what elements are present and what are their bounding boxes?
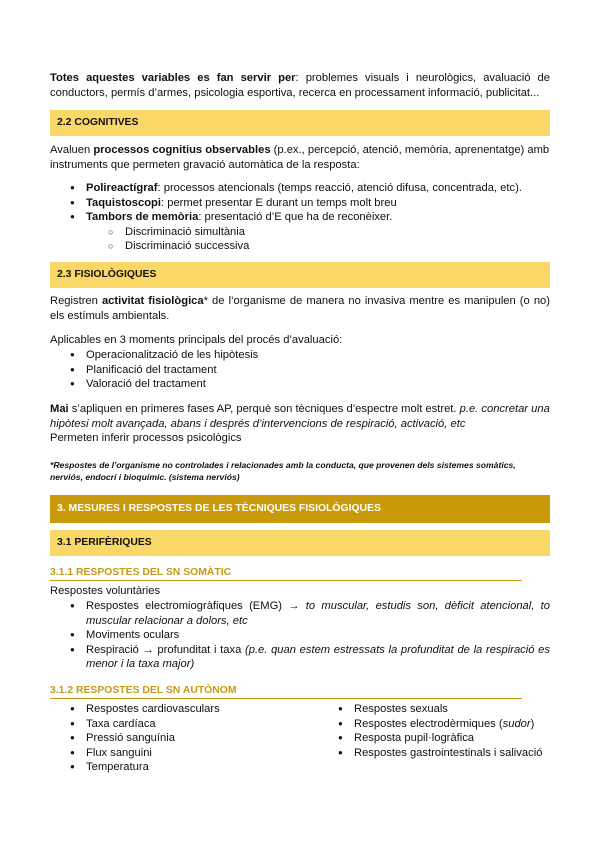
bold-text: processos cognitius observables	[93, 144, 271, 156]
list-item: ● Respostes cardiovasculars	[70, 702, 320, 717]
cognitives-list	[70, 181, 550, 254]
section-header-cognitives	[50, 110, 550, 136]
list-item: ● Taxa cardíaca	[70, 717, 320, 732]
item-text: : permet presentar E durant un temps molt breu	[161, 196, 397, 209]
inferir-paragraph: Permeten inferir processos psicològics	[50, 432, 242, 444]
aplicables-paragraph: Aplicables en 3 moments principals del procés d’avaluació:	[50, 334, 343, 346]
text: (p.ex., percepció, atenció, memòria, aprenentatge) amb instruments que permeten gravació automàtica de la resposta:	[50, 144, 550, 171]
cognitives-paragraph	[50, 143, 550, 172]
intro-text: : problemes visuals i neurològics, avaluació de conductors, permís d’armes, psicologia esportiva, recerca en processament informació, publicitat...	[50, 72, 550, 99]
autonom-list-col2	[338, 702, 550, 760]
moments-list	[70, 348, 550, 392]
list-item	[70, 210, 550, 225]
text: * de l’organisme de manera no invasiva mentre es manipulen (o no) els estímuls ambientals.	[50, 295, 550, 322]
list-item: ● Operacionalització de les hipòtesis	[70, 348, 550, 363]
subsection-sn-somatic: 3.1.1 RESPOSTES DEL SN SOMÀTIC	[50, 567, 522, 581]
list-item: ● Flux sanguini	[70, 746, 320, 761]
fisiologiques-paragraph	[50, 294, 550, 323]
text: Registren	[50, 295, 102, 307]
list-item: ● Moviments oculars	[70, 628, 550, 643]
item-text: Respostes electromiogràfiques (EMG) →	[86, 600, 306, 612]
text: s’apliquen en primeres fases AP, perquè son tècniques d’espectre molt estret.	[68, 403, 460, 415]
list-item	[338, 717, 550, 732]
sub-list-item: ○ Discriminació simultània	[70, 225, 550, 240]
subsection-sn-autonom: 3.1.2 RESPOSTES DEL SN AUTÒNOM	[50, 685, 522, 699]
item-italic: (p.e. quan estem estressats la profunditat de la respiració es menor i la taxa major)	[86, 643, 550, 671]
list-item	[70, 643, 550, 672]
list-item: ● Planificació del tractament	[70, 363, 550, 378]
voluntaries-label: Respostes voluntàries	[50, 585, 161, 597]
bold-text: Mai	[50, 403, 69, 415]
section-title: 2.2 COGNITIVES	[57, 117, 139, 128]
list-item: ● Resposta pupil·logràfica	[338, 731, 550, 746]
section-title: 3.1 PERIFÈRIQUES	[57, 537, 152, 548]
list-item	[70, 196, 550, 211]
item-text: Respiració → profunditat i taxa	[86, 643, 245, 656]
intro-bold: Totes aquestes variables es fan servir per	[50, 72, 296, 84]
section-header-periferiques	[50, 530, 550, 556]
section-title: 2.3 FISIOLÒGIQUES	[57, 269, 157, 280]
intro-paragraph	[50, 71, 550, 100]
list-item: ● Valoració del tractament	[70, 377, 550, 392]
list-item	[70, 181, 550, 196]
italic-text: p.e. concretar una hipòtesi molt avançada, abans i després d’intervencions de respiració, activació, etc	[50, 403, 550, 430]
list-item: ● Temperatura	[70, 760, 320, 775]
section-header-mesures	[50, 495, 550, 523]
bold-text: activitat fisiològica	[101, 295, 204, 307]
footnote: *Respostes de l’organisme no controlades i relacionades amb la conducta, que provenen dels sistemes somàtics, nerviós, endocrí i bioquímic. (sistema nerviós)	[50, 460, 516, 482]
list-item	[70, 599, 550, 628]
list-item: ● Pressió sanguínia	[70, 731, 320, 746]
item-bold: Tambors de memòria	[86, 211, 199, 224]
item-bold: Polireactígraf	[86, 182, 158, 194]
autonom-list-col1	[70, 702, 320, 775]
section-title: 3. MESURES I RESPOSTES DE LES TÈCNIQUES FISIOLÒGIQUES	[57, 503, 381, 514]
item-text: Respostes electrodèrmiques (	[354, 717, 503, 730]
somatic-list	[70, 599, 550, 672]
mai-paragraph	[50, 402, 550, 431]
item-italic: to muscular, estudis son, dèficit atencional, to muscular relacionar a dolors, etc	[86, 600, 550, 627]
item-text: : processos atencionals (temps reacció, atenció difusa, concentrada, etc).	[157, 182, 522, 194]
list-item: ● Respostes gastrointestinals i salivació	[338, 746, 550, 761]
sub-list-item: ○ Discriminació successiva	[70, 239, 550, 254]
item-text: )	[530, 717, 535, 730]
list-item: ● Respostes sexuals	[338, 702, 550, 717]
section-header-fisiologiques	[50, 262, 550, 288]
item-text: : presentació d’E que ha de reconèixer.	[198, 211, 393, 224]
text: Avaluen	[50, 144, 94, 156]
item-bold: Taquistoscopi	[86, 196, 162, 209]
item-italic: sudor	[502, 717, 531, 730]
